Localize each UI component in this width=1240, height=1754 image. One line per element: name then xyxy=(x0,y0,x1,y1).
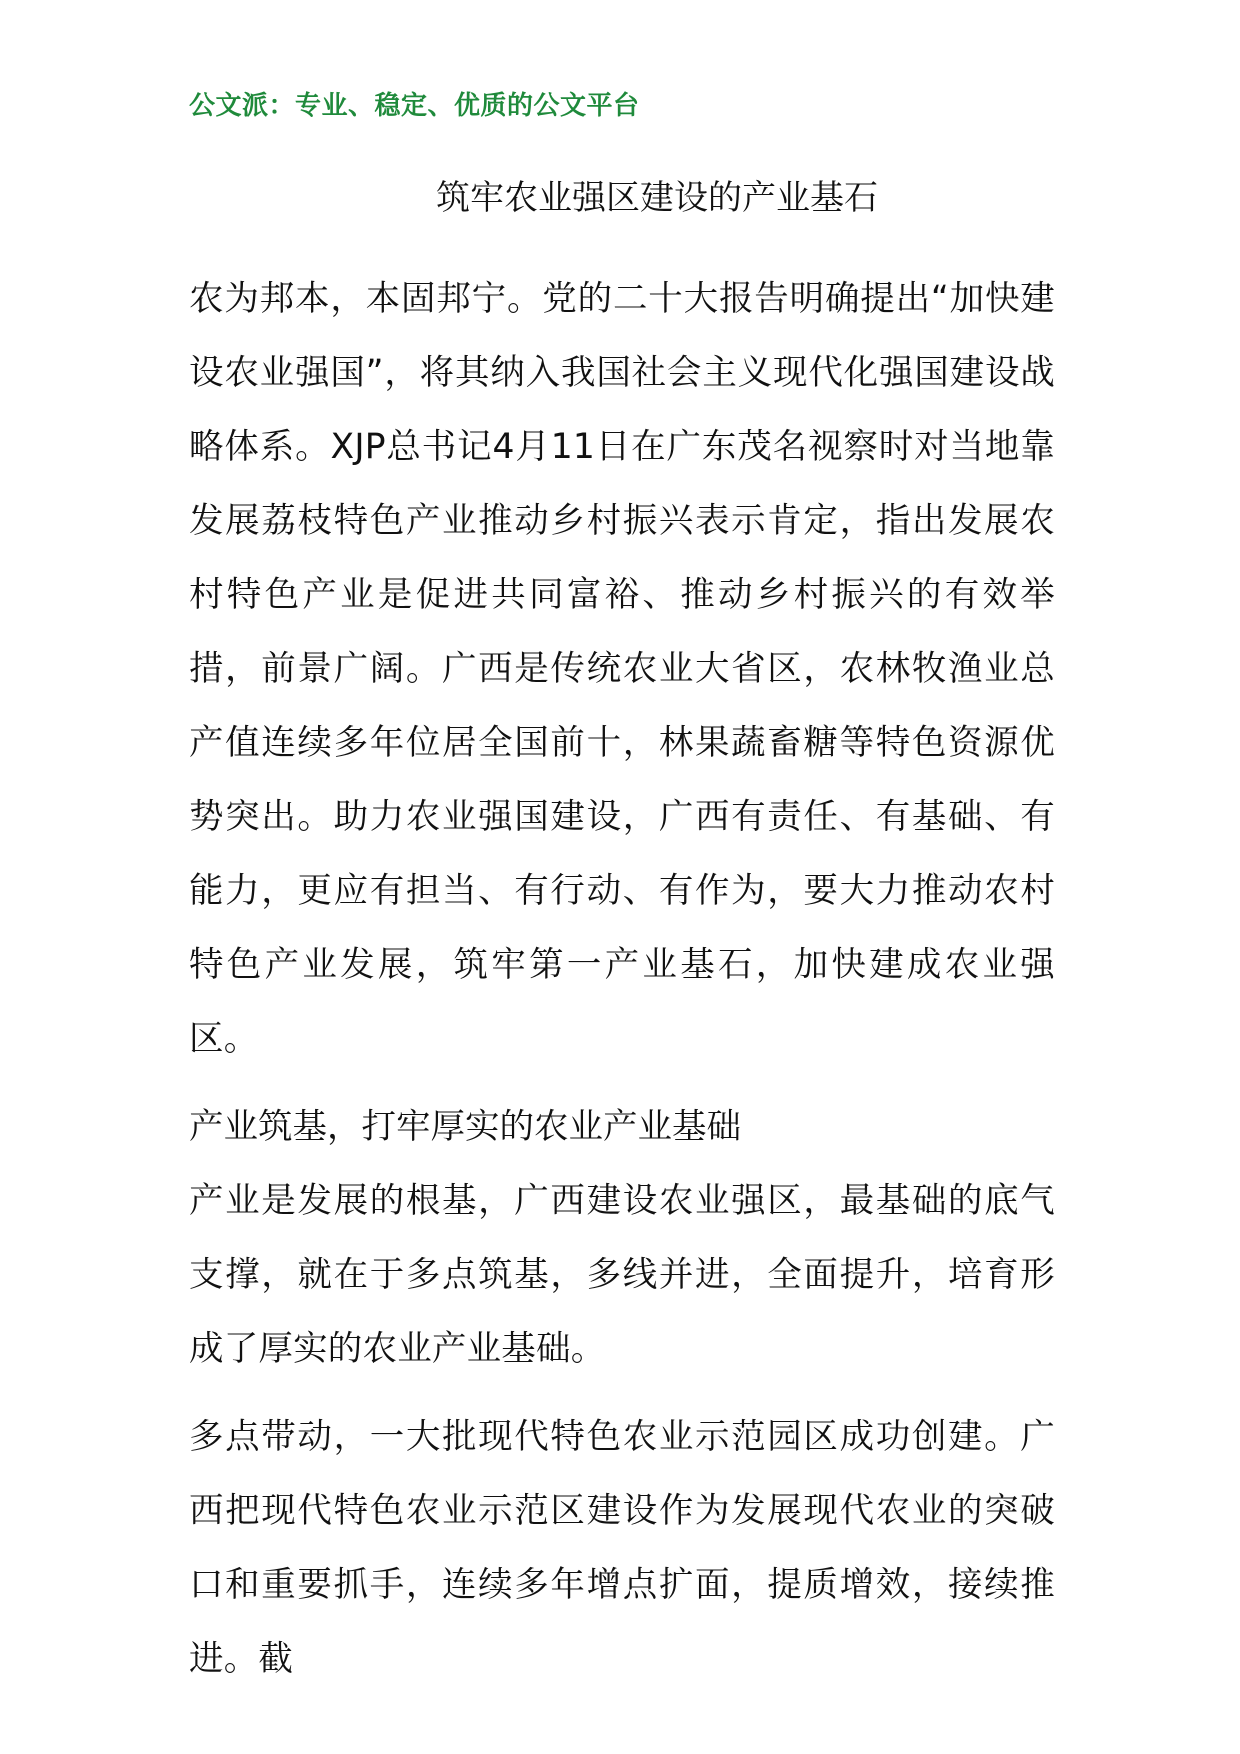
document-title: 筑牢农业强区建设的产业基石 xyxy=(436,178,878,218)
intro-paragraph: 农为邦本，本固邦宁。党的二十大报告明确提出“加快建设农业强国”，将其纳入我国社会主义现代化强国建设战略体系。XJP总书记4月11日在广东茂名视察时对当地靠发展荔枝特色产业推动乡村振兴表示肯定，指出发展农村特色产业是促进共同富裕、推动乡村振兴的有效举措，前景广阔。广西是传统农业大省区，农林牧渔业总产值连续多年位居全国前十，林果蔬畜糖等特色资源优势突出。助力农业强国建设，广西有责任、有基础、有能力，更应有担当、有行动、有作为，要大力推动农村特色产业发展，筑牢第一产业基石，加快建成农业强区。 xyxy=(189,279,1055,1059)
section-heading: 产业筑基，打牢厚实的农业产业基础 xyxy=(189,1107,741,1147)
document-body xyxy=(189,262,1055,1696)
section-paragraph-2: 多点带动，一大批现代特色农业示范园区成功创建。广西把现代特色农业示范区建设作为发展现代农业的突破口和重要抓手，连续多年增点扩面，提质增效，接续推进。截 xyxy=(189,1417,1055,1679)
header-slogan: 公文派：专业、稳定、优质的公文平台 xyxy=(189,91,640,121)
section-paragraph-1: 产业是发展的根基，广西建设农业强区，最基础的底气支撑，就在于多点筑基，多线并进，全面提升，培育形成了厚实的农业产业基础。 xyxy=(189,1181,1055,1369)
